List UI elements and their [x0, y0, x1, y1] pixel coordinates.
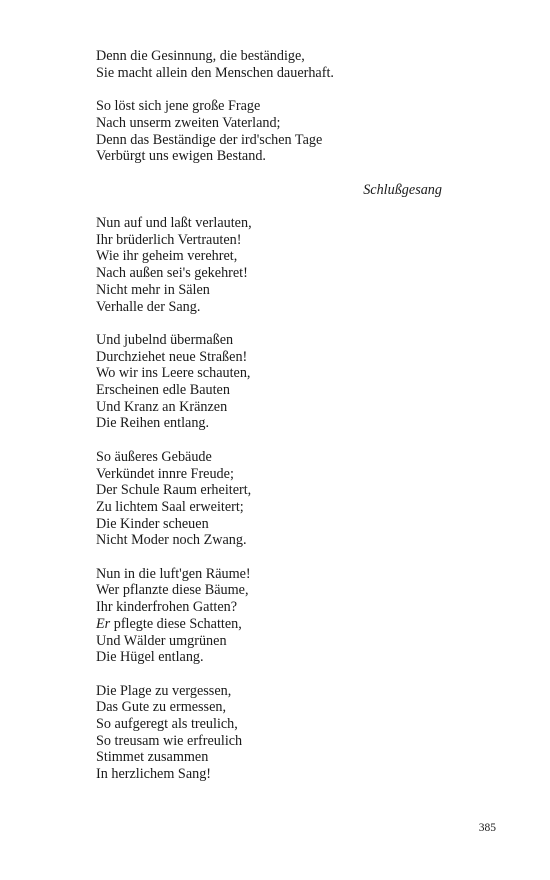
poem-line: Wer pflanzte diese Bäume,: [96, 582, 249, 599]
poem-line-rest: pflegte diese Schatten,: [110, 615, 242, 632]
poem-line: So löst sich jene große Frage: [96, 98, 261, 115]
poem-line: [96, 616, 456, 633]
poem-line: Nun in die luft'gen Räume!: [96, 565, 251, 582]
poem-line: Denn die Gesinnung, die beständige,: [96, 48, 305, 64]
section-heading: Schlußgesang: [363, 181, 442, 198]
page-text: [96, 48, 456, 800]
stanza-1: [96, 48, 456, 81]
stanza-7: [96, 683, 456, 783]
poem-line: Wie ihr geheim verehret,: [96, 248, 238, 265]
poem-line: Nicht mehr in Sälen: [96, 281, 210, 298]
poem-line: So aufgeregt als treulich,: [96, 716, 238, 733]
poem-line: Und Wälder umgrünen: [96, 632, 227, 649]
poem-line: Nach außen sei's gekehret!: [96, 265, 248, 282]
poem-line: Ihr brüderlich Vertrauten!: [96, 231, 242, 248]
poem-line: Zu lichtem Saal erweitert;: [96, 498, 244, 515]
poem-line: Sie macht allein den Menschen dauerhaft.: [96, 64, 334, 81]
page-number: 385: [478, 822, 496, 834]
poem-line: Durchziehet neue Straßen!: [96, 348, 248, 365]
poem-line: Nach unserm zweiten Vaterland;: [96, 114, 281, 131]
stanza-2: [96, 98, 456, 165]
stanza-3: [96, 215, 456, 315]
poem-line: Ihr kinderfrohen Gatten?: [96, 599, 238, 616]
poem-line: Und Kranz an Kränzen: [96, 398, 228, 415]
poem-line: Denn das Beständige der ird'schen Tage: [96, 131, 323, 148]
poem-line: Verbürgt uns ewigen Bestand.: [96, 148, 266, 165]
stanza-4: [96, 332, 456, 432]
poem-line: Nun auf und laßt verlauten,: [96, 214, 252, 231]
poem-line: Verhalle der Sang.: [96, 298, 201, 315]
poem-line: Nicht Moder noch Zwang.: [96, 532, 247, 549]
poem-line: So treusam wie erfreulich: [96, 732, 243, 749]
stanza-6: [96, 566, 456, 666]
emphasized-word: Er: [96, 615, 111, 632]
poem-line: Die Hügel entlang.: [96, 649, 204, 666]
poem-line: In herzlichem Sang!: [96, 766, 212, 783]
poem-line: Stimmet zusammen: [96, 749, 209, 766]
poem-line: Das Gute zu ermessen,: [96, 699, 227, 716]
poem-line: Der Schule Raum erheitert,: [96, 482, 252, 499]
poem-line: Und jubelnd übermaßen: [96, 331, 234, 348]
stanza-5: [96, 449, 456, 549]
poem-line: Erscheinen edle Bauten: [96, 382, 230, 398]
poem-line: So äußeres Gebäude: [96, 448, 212, 465]
poem-line: Die Kinder scheuen: [96, 515, 209, 532]
poem-line: Die Reihen entlang.: [96, 415, 210, 432]
poem-line: Verkündet innre Freude;: [96, 465, 234, 482]
poem-line: Wo wir ins Leere schauten,: [96, 365, 251, 382]
poem-line: Die Plage zu vergessen,: [96, 682, 232, 699]
